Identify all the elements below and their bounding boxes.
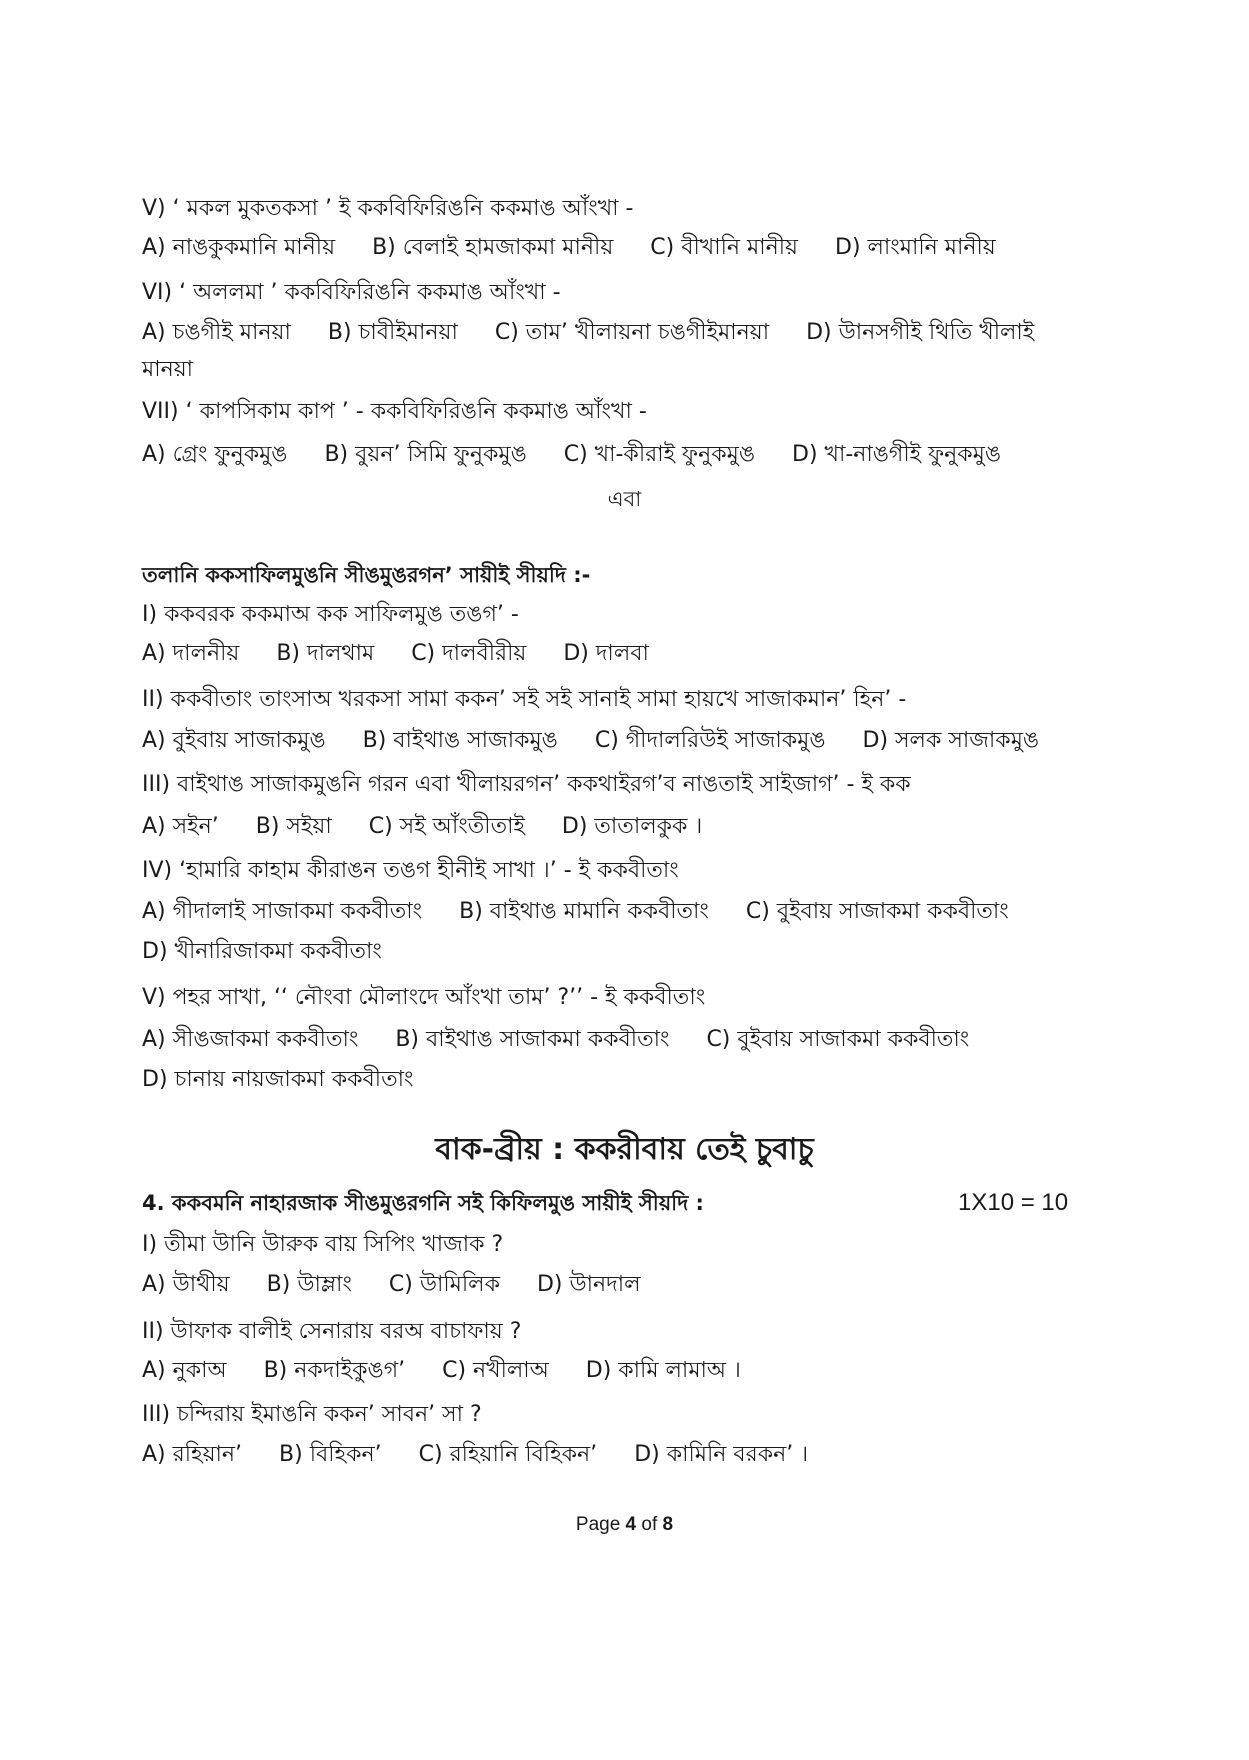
question-stem: IV) ‘হামারি কাহাম কীরাঙন তঙগ হীনীই সাখা ।’ - ই ককবীতাং [142, 858, 679, 883]
option-c: C) গীদালরিউই সাজাকমুঙ [594, 728, 826, 753]
option-c: C) খা-কীরাই ফুনুকমুঙ [563, 442, 755, 467]
option-b: B) নকদাইকুঙগ’ [263, 1358, 406, 1383]
option-c: C) বুইবায় সাজাকমা ককবীতাং [745, 899, 1009, 924]
page-total: 8 [662, 1514, 674, 1535]
option-d: D) কামিনি বরকন’ । [634, 1442, 809, 1467]
option-c: C) দালবীরীয় [411, 641, 527, 666]
page-current: 4 [625, 1514, 637, 1535]
option-b: B) বেলাই হামজাকমা মানীয় [372, 235, 614, 260]
option-b: B) বাইথাঙ মামানি ককবীতাং [459, 899, 709, 924]
option-c: C) বীখানি মানীয় [650, 235, 798, 260]
option-a: A) সইন’ [142, 814, 219, 839]
question-stem: I) তীমা উানি উারুক বায় সিপিং খাজাক ? [142, 1232, 504, 1257]
question-options [142, 1440, 808, 1470]
option-a: A) গ্রেং ফুনুকমুঙ [142, 442, 288, 467]
option-a: A) নুকাঅ [142, 1358, 227, 1383]
question-stem: V) পহর সাখা, ‘‘ নৌংবা মৌলাংদে আঁংখা তাম’ ?’’ - ই ককবীতাং [142, 985, 706, 1010]
option-a: A) বুইবায় সাজাকমুঙ [142, 728, 326, 753]
option-d: D) চানায় নায়জাকমা ককবীতাং [142, 1067, 414, 1092]
option-d: D) কামি লামাঅ । [585, 1358, 741, 1383]
option-d: D) খা-নাঙগীই ফুনুকমুঙ [792, 442, 1002, 467]
option-d: D) খীনারিজাকমা ককবীতাং [142, 939, 382, 964]
option-a: A) সীঙজাকমা ককবীতাং [142, 1027, 359, 1052]
section-heading: বাক-ব্রীয় : ককরীবায় তেই চুবাচু [435, 1132, 814, 1167]
option-a: A) নাঙকুকমানি মানীয় [142, 235, 336, 260]
option-b: B) চাবীইমানয়া [327, 320, 458, 345]
option-c: C) তাম’ খীলায়না চঙগীইমানয়া [494, 320, 770, 345]
option-d: D) তাতালকুক । [561, 814, 703, 839]
question-options [142, 812, 702, 842]
option-continuation: মানয়া [142, 357, 194, 382]
question-options [142, 440, 1001, 470]
option-a: A) উাথীয় [142, 1272, 230, 1297]
question-stem: II) ককবীতাং তাংসাঅ খরকসা সামা ককন’ সই সই সানাই সামা হায়খে সাজাকমান’ হিন’ - [142, 687, 907, 712]
option-a: A) চঙগীই মানয়া [142, 320, 291, 345]
option-c: C) বুইবায় সাজাকমা ককবীতাং [706, 1027, 970, 1052]
question-stem: VI) ‘ অললমা ’ ককবিফিরিঙনি ককমাঙ আঁংখা - [142, 280, 561, 305]
question-options [142, 639, 649, 669]
option-b: B) বাইথাঙ সাজাকমুঙ [362, 728, 558, 753]
page-middle: of [636, 1514, 663, 1535]
question-options [142, 1270, 640, 1300]
option-b: B) বুয়ন’ সিমি ফুনুকমুঙ [324, 442, 527, 467]
page-prefix: Page [575, 1514, 626, 1535]
option-a: A) রহিয়ান’ [142, 1442, 243, 1467]
option-c: C) উামিলিক [388, 1272, 500, 1297]
marks-label: 1X10 = 10 [958, 1189, 1069, 1216]
option-d: D) উানদাল [536, 1272, 641, 1297]
option-a: A) গীদালাই সাজাকমা ককবীতাং [142, 899, 423, 924]
option-d: D) সলক সাজাকমুঙ [862, 728, 1040, 753]
question-options [142, 897, 1009, 927]
option-b: B) দালথাম [276, 641, 375, 666]
option-b: B) বাইথাঙ সাজাকমা ককবীতাং [395, 1027, 670, 1052]
question-options [142, 726, 1039, 756]
option-c: C) রহিয়ানি বিহিকন’ [418, 1442, 598, 1467]
question-options [142, 318, 1034, 348]
option-d: D) লাংমানি মানীয় [835, 235, 996, 260]
option-b: B) উাম্লাং [266, 1272, 352, 1297]
question-options [142, 1356, 741, 1386]
question-stem: VII) ‘ কাপসিকাম কাপ ’ - ককবিফিরিঙনি ককমাঙ আঁংখা - [142, 399, 647, 424]
option-d: D) উানসগীই থিতি খীলাই [806, 320, 1035, 345]
option-a: A) দালনীয় [142, 641, 240, 666]
section-instruction: তলানি ককসাফিলমুঙনি সীঙমুঙরগন’ সায়ীই সীয়দি :- [142, 563, 591, 587]
question-stem: III) চন্দিরায় ইমাঙনি ককন’ সাবন’ সা ? [142, 1402, 482, 1427]
question-stem: II) উাফাক বালীই সেনারায় বরঅ বাচাফায় ? [142, 1319, 522, 1344]
page-footer [0, 1510, 1249, 1540]
question-options [142, 1025, 969, 1055]
option-d: D) দালবা [563, 641, 649, 666]
or-label: এবা [607, 487, 642, 511]
option-b: B) সইয়া [255, 814, 332, 839]
question-stem: I) ককবরক ককমাঅ কক সাফিলমুঙ তঙগ’ - [142, 602, 519, 627]
question-stem: V) ‘ মকল মুকতকসা ’ ই ককবিফিরিঙনি ককমাঙ আঁংখা - [142, 196, 634, 221]
option-b: B) বিহিকন’ [279, 1442, 382, 1467]
section-instruction: 4. ককবমনি নাহারজাক সীঙমুঙরগনি সই কিফিলমুঙ সায়ীই সীয়দি : [142, 1191, 704, 1215]
option-c: C) নখীলাঅ [442, 1358, 549, 1383]
question-stem: III) বাইথাঙ সাজাকমুঙনি গরন এবা খীলায়রগন’ ককথাইরগ’ব নাঙতাই সাইজাগ’ - ই কক [142, 772, 911, 797]
question-options [142, 233, 996, 263]
option-c: C) সই আঁংতীতাই [368, 814, 525, 839]
